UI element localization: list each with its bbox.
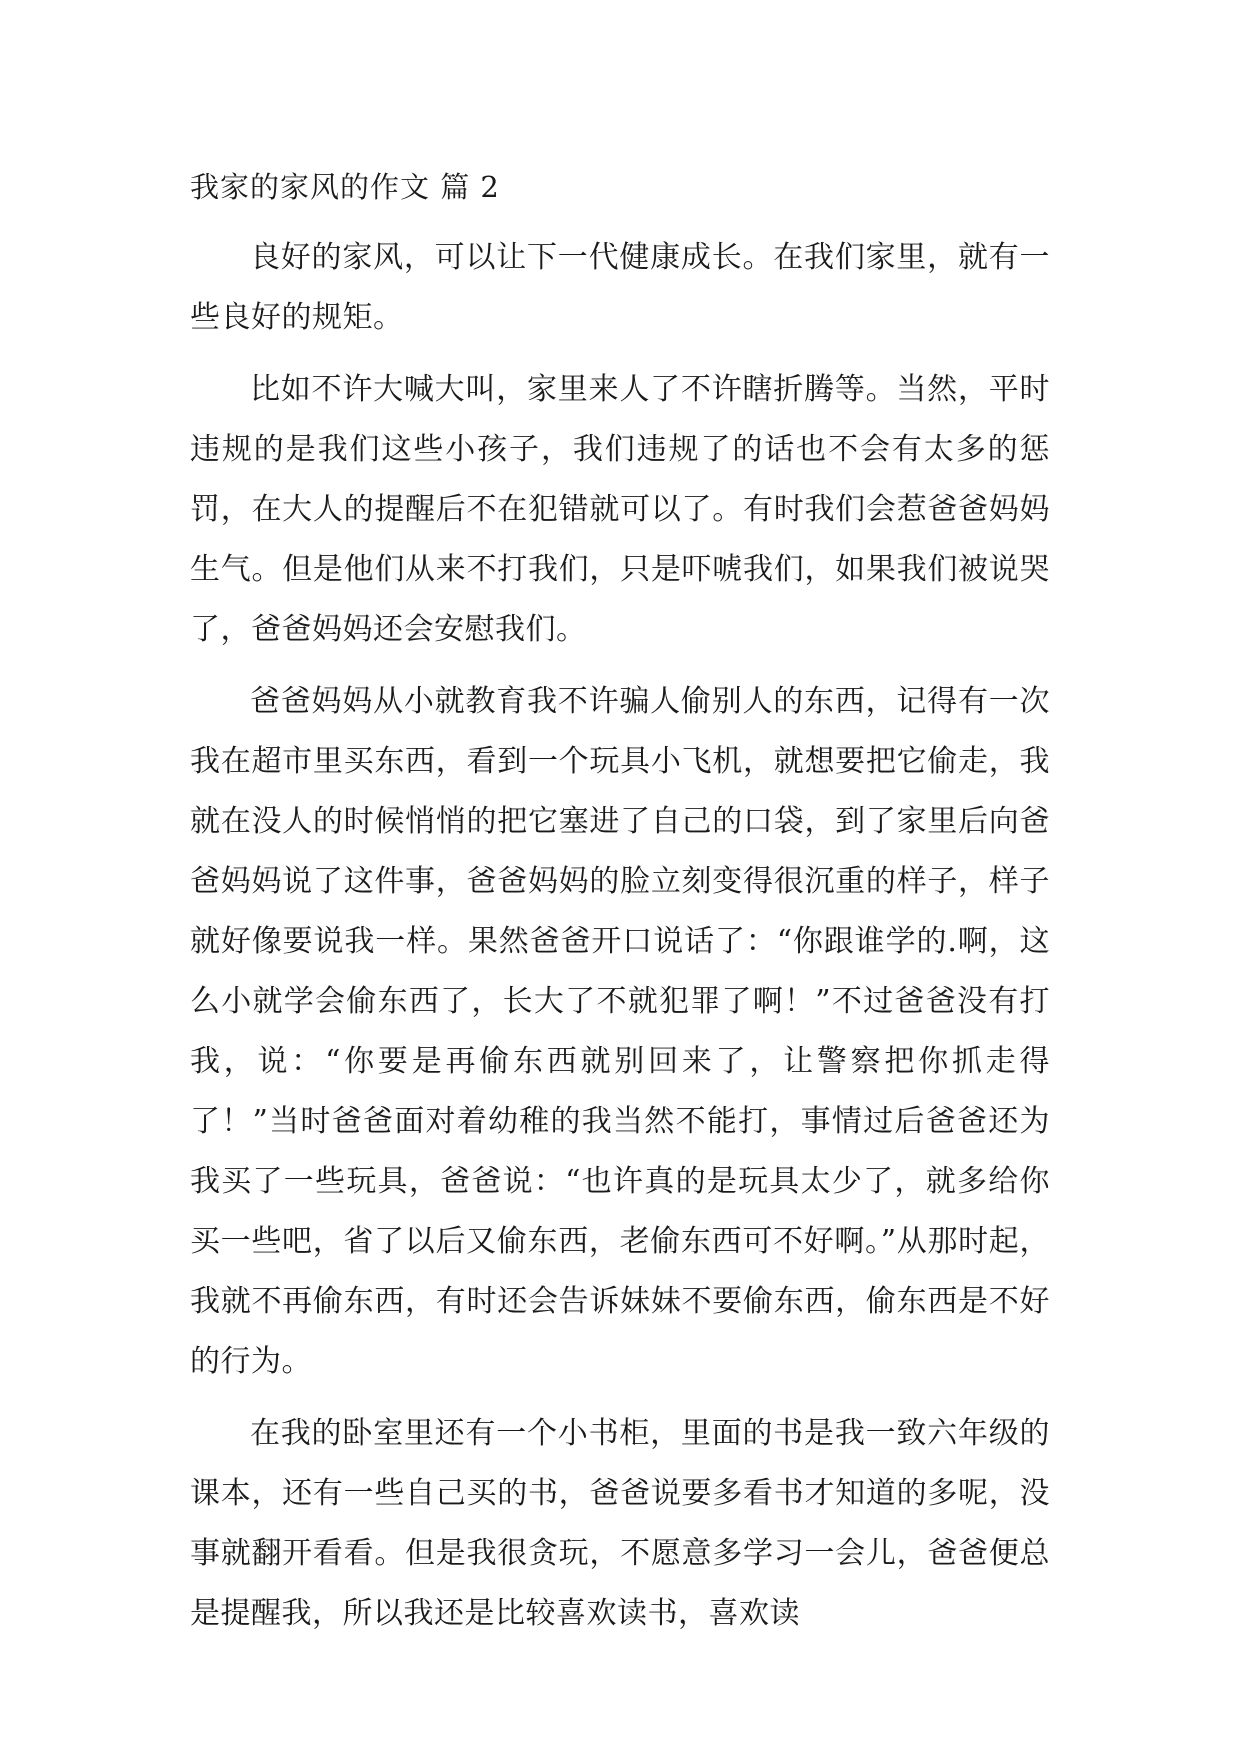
paragraph-2: 比如不许大喊大叫，家里来人了不许瞎折腾等。当然，平时违规的是我们这些小孩子，我们违规了的话也不会有太多的惩罚，在大人的提醒后不在犯错就可以了。有时我们会惹爸爸妈妈生气。但是他们从来不打我们，只是吓唬我们，如果我们被说哭了，爸爸妈妈还会安慰我们。 (190, 372, 1050, 647)
paragraph-3: 爸爸妈妈从小就教育我不许骗人偷别人的东西，记得有一次我在超市里买东西，看到一个玩具小飞机，就想要把它偷走，我就在没人的时候悄悄的把它塞进了自己的口袋，到了家里后向爸爸妈妈说了这件事，爸爸妈妈的脸立刻变得很沉重的样子，样子就好像要说我一样。果然爸爸开口说话了：“你跟谁学的.啊，这么小就学会偷东西了，长大了不就犯罪了啊！”不过爸爸没有打我，说：“你要是再偷东西就别回来了，让警察把你抓走得了！”当时爸爸面对着幼稚的我当然不能打，事情过后爸爸还为我买了一些玩具，爸爸说：“也许真的是玩具太少了，就多给你买一些吧，省了以后又偷东西，老偷东西可不好啊。”从那时起，我就不再偷东西，有时还会告诉妹妹不要偷东西，偷东西是不好的行为。 (190, 684, 1050, 1379)
paragraph-4: 在我的卧室里还有一个小书柜，里面的书是我一致六年级的课本，还有一些自己买的书，爸爸说要多看书才知道的多呢，没事就翻开看看。但是我很贪玩，不愿意多学习一会儿，爸爸便总是提醒我，所以我还是比较喜欢读书，喜欢读 (190, 1416, 1050, 1631)
document-body (190, 160, 1050, 1656)
paragraph-1: 良好的家风，可以让下一代健康成长。在我们家里，就有一些良好的规矩。 (190, 240, 1050, 335)
document-title: 我家的家风的作文 篇 2 (190, 170, 500, 204)
